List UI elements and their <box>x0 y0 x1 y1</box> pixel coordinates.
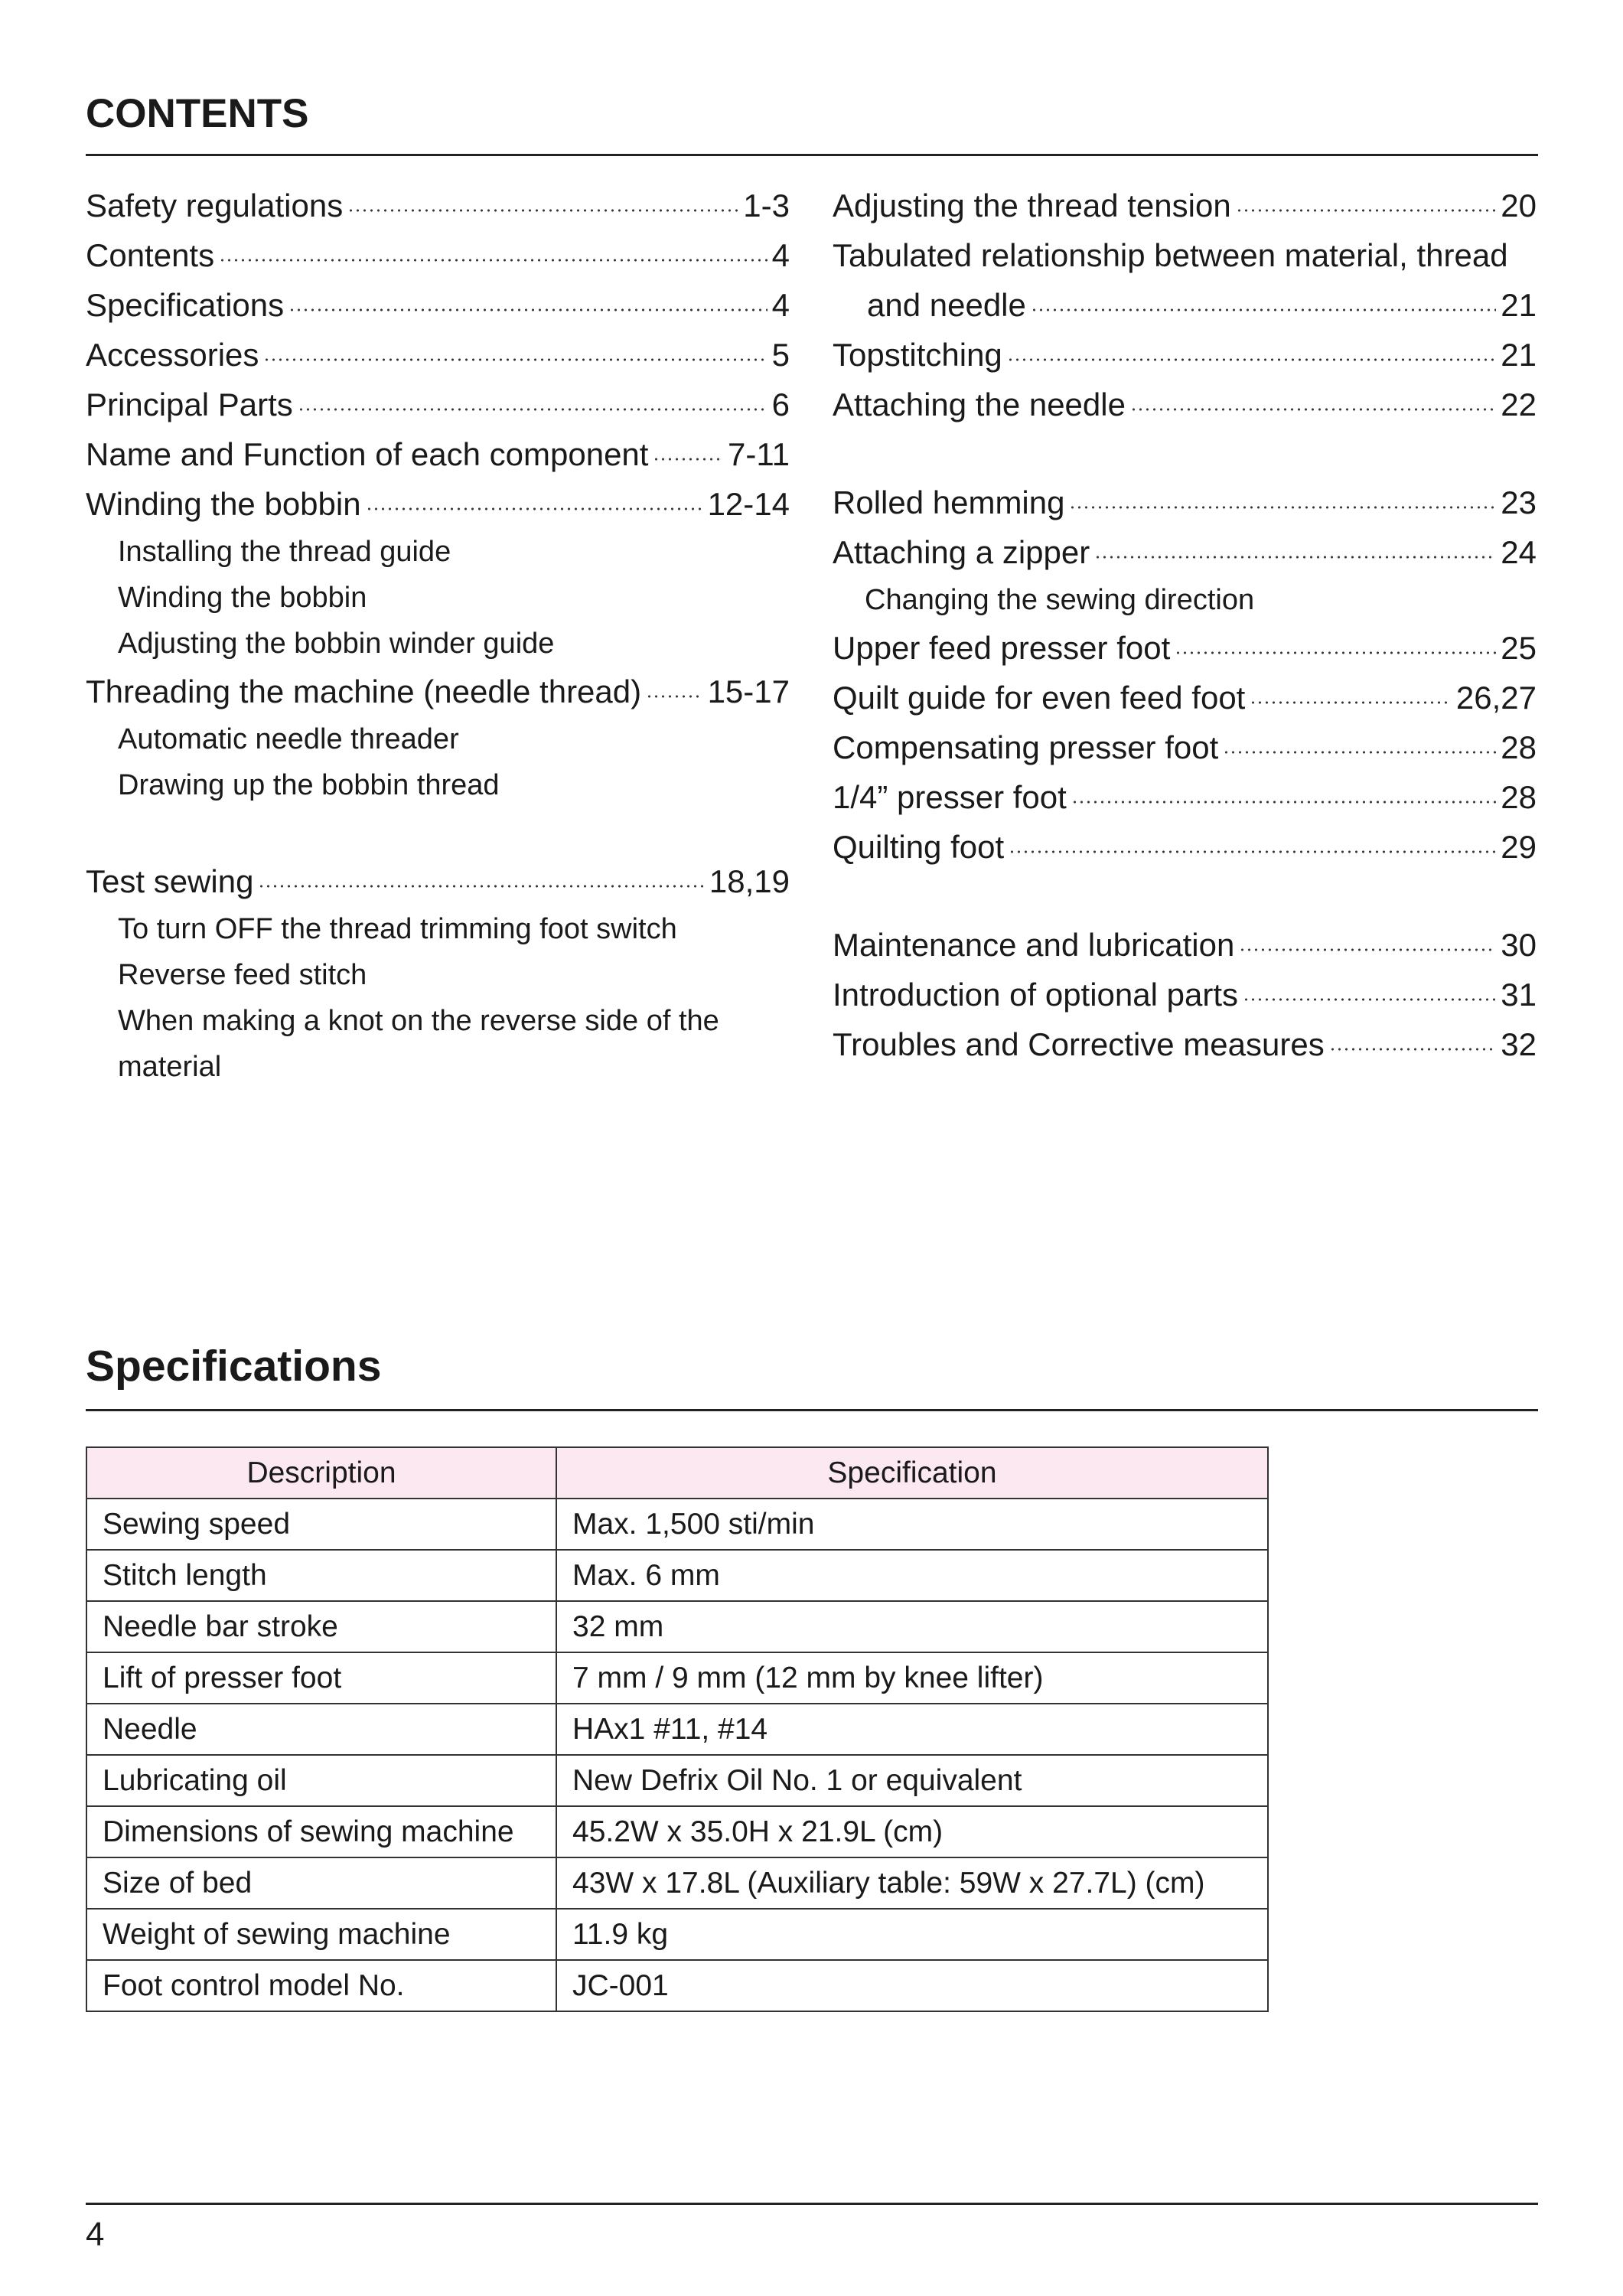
specifications-divider <box>86 1409 1538 1411</box>
toc-leader-dots <box>1009 850 1496 853</box>
toc-entry-label: Attaching a zipper <box>833 534 1090 570</box>
spec-description-cell: Sewing speed <box>86 1499 556 1550</box>
spec-value-cell: Max. 6 mm <box>556 1550 1268 1601</box>
toc-entry-label: Winding the bobbin <box>86 486 361 522</box>
toc-entry[interactable] <box>86 280 790 330</box>
spec-description-cell: Foot control model No. <box>86 1960 556 2011</box>
toc-leader-dots <box>1094 556 1496 559</box>
toc-leader-dots <box>288 308 768 311</box>
toc-entry-label: Attaching the needle <box>833 386 1126 422</box>
toc-entry[interactable] <box>833 478 1537 527</box>
spec-value-cell: 43W x 17.8L (Auxiliary table: 59W x 27.7L) (cm) <box>556 1857 1268 1909</box>
table-header-row <box>86 1447 1268 1499</box>
toc-entry-label: Troubles and Corrective measures <box>833 1026 1325 1062</box>
spec-description-cell: Stitch length <box>86 1550 556 1601</box>
toc-entry-label: Name and Function of each component <box>86 436 649 472</box>
toc-leader-dots <box>1236 209 1497 212</box>
spec-description-cell: Lift of presser foot <box>86 1652 556 1704</box>
spec-description-cell: Needle <box>86 1704 556 1755</box>
toc-entry[interactable] <box>86 230 790 280</box>
spec-value-cell: 7 mm / 9 mm (12 mm by knee lifter) <box>556 1652 1268 1704</box>
toc-leader-dots <box>646 695 702 698</box>
toc-leader-dots <box>1329 1048 1497 1051</box>
toc-leader-dots <box>1130 408 1496 411</box>
toc-subentry[interactable]: Winding the bobbin <box>118 582 367 614</box>
toc-subentry[interactable]: material <box>118 1051 222 1083</box>
toc-entry[interactable] <box>833 673 1537 722</box>
toc-entry-page: 4 <box>771 237 790 273</box>
spec-value-cell: HAx1 #11, #14 <box>556 1704 1268 1755</box>
spec-value-cell: 32 mm <box>556 1601 1268 1652</box>
table-row <box>86 1550 1268 1601</box>
toc-entry[interactable] <box>833 380 1537 429</box>
toc-entry-label: Safety regulations <box>86 188 344 223</box>
toc-leader-dots <box>1069 506 1496 509</box>
table-row <box>86 1806 1268 1857</box>
toc-entry-page: 5 <box>771 337 790 373</box>
toc-entry-page: 28 <box>1501 729 1537 765</box>
toc-entry-page: 20 <box>1501 188 1537 223</box>
toc-leader-dots <box>1175 651 1496 654</box>
toc-entry-page: 29 <box>1501 829 1537 865</box>
toc-entry-page: 21 <box>1501 287 1537 323</box>
toc-subentry[interactable]: When making a knot on the reverse side of the <box>118 1005 719 1037</box>
toc-entry-page: 18,19 <box>709 863 790 899</box>
contents-title: CONTENTS <box>86 91 309 136</box>
spec-value-cell: Max. 1,500 sti/min <box>556 1499 1268 1550</box>
table-row <box>86 1960 1268 2011</box>
toc-entry[interactable] <box>833 1019 1537 1069</box>
toc-entry-page: 21 <box>1501 337 1537 373</box>
toc-entry[interactable] <box>833 623 1537 673</box>
toc-entry-label: Topstitching <box>833 337 1002 373</box>
toc-entry-page: 31 <box>1501 977 1537 1013</box>
table-row <box>86 1499 1268 1550</box>
toc-leader-dots <box>347 209 738 212</box>
toc-leader-dots <box>1239 948 1496 951</box>
toc-entry-label: Rolled hemming <box>833 484 1065 520</box>
toc-entry-label: Tabulated relationship between material, thread <box>833 237 1508 273</box>
toc-right-column <box>833 181 1537 1069</box>
toc-entry[interactable] <box>833 772 1537 822</box>
toc-entry[interactable] <box>833 527 1537 577</box>
page-number: 4 <box>86 2216 105 2253</box>
column-header-specification: Specification <box>556 1447 1268 1499</box>
table-row <box>86 1857 1268 1909</box>
toc-entry-page: 12-14 <box>707 486 790 522</box>
toc-leader-dots <box>258 885 704 888</box>
toc-leader-dots <box>263 358 767 361</box>
toc-entry-page: 7-11 <box>728 436 790 472</box>
toc-subentry[interactable]: Automatic needle threader <box>118 723 459 755</box>
spec-value-cell: JC-001 <box>556 1960 1268 2011</box>
toc-leader-dots <box>298 408 768 411</box>
toc-entry-label: Contents <box>86 237 215 273</box>
toc-entry-label: 1/4” presser foot <box>833 779 1067 815</box>
toc-entry[interactable] <box>833 330 1537 380</box>
toc-entry-page: 26,27 <box>1455 680 1537 716</box>
toc-spacer <box>833 872 1537 920</box>
footer-divider <box>86 2203 1538 2205</box>
specifications-title: Specifications <box>86 1342 382 1391</box>
toc-entry[interactable] <box>86 429 790 479</box>
toc-entry-label: Quilting foot <box>833 829 1005 865</box>
toc-entry-page: 1-3 <box>743 188 790 223</box>
table-row <box>86 1704 1268 1755</box>
spec-value-cell: 11.9 kg <box>556 1909 1268 1960</box>
toc-entry-page: 24 <box>1501 534 1537 570</box>
toc-leader-dots <box>219 259 768 262</box>
toc-entry-page: 25 <box>1501 630 1537 666</box>
toc-subentry[interactable]: Changing the sewing direction <box>865 584 1255 616</box>
specifications-table <box>86 1446 1269 2012</box>
toc-entry-page: 15-17 <box>707 673 790 709</box>
toc-subentry[interactable]: Adjusting the bobbin winder guide <box>118 628 555 660</box>
toc-entry-label: Accessories <box>86 337 259 373</box>
spec-description-cell: Weight of sewing machine <box>86 1909 556 1960</box>
table-row <box>86 1755 1268 1806</box>
toc-entry-page: 6 <box>771 386 790 422</box>
toc-subentry[interactable]: Installing the thread guide <box>118 536 451 568</box>
spec-value-cell: 45.2W x 35.0H x 21.9L (cm) <box>556 1806 1268 1857</box>
table-row <box>86 1601 1268 1652</box>
toc-spacer <box>86 808 790 856</box>
toc-subentry[interactable]: Drawing up the bobbin thread <box>118 769 500 801</box>
toc-leader-dots <box>1243 998 1496 1001</box>
spec-description-cell: Dimensions of sewing machine <box>86 1806 556 1857</box>
toc-leader-dots <box>1250 701 1452 704</box>
toc-leader-dots <box>1223 751 1496 754</box>
spec-value-cell: New Defrix Oil No. 1 or equivalent <box>556 1755 1268 1806</box>
toc-entry-page: 32 <box>1501 1026 1537 1062</box>
toc-entry-page: 30 <box>1501 927 1537 963</box>
toc-leader-dots <box>366 507 703 510</box>
toc-entry-label: Threading the machine (needle thread) <box>86 673 642 709</box>
toc-entry-label: Compensating presser foot <box>833 729 1219 765</box>
toc-entry-label: Adjusting the thread tension <box>833 188 1231 223</box>
toc-entry[interactable] <box>86 330 790 380</box>
toc-entry-label: Test sewing <box>86 863 254 899</box>
toc-leader-dots <box>1031 308 1496 311</box>
table-row <box>86 1652 1268 1704</box>
toc-entry-page: 28 <box>1501 779 1537 815</box>
toc-entry[interactable] <box>833 920 1537 970</box>
spec-description-cell: Lubricating oil <box>86 1755 556 1806</box>
toc-entry-label: Introduction of optional parts <box>833 977 1239 1013</box>
toc-entry[interactable] <box>833 181 1537 230</box>
spec-description-cell: Needle bar stroke <box>86 1601 556 1652</box>
toc-entry-label: Specifications <box>86 287 285 323</box>
toc-entry-page: 4 <box>771 287 790 323</box>
toc-entry[interactable] <box>833 280 1537 330</box>
toc-entry[interactable] <box>833 230 1537 280</box>
toc-subentry[interactable]: To turn OFF the thread trimming foot switch <box>118 913 677 945</box>
toc-left-column <box>86 181 790 1090</box>
toc-entry-page: 22 <box>1501 386 1537 422</box>
toc-entry[interactable] <box>833 722 1537 772</box>
toc-entry-label: Principal Parts <box>86 386 293 422</box>
toc-subentry[interactable]: Reverse feed stitch <box>118 959 367 991</box>
column-header-description: Description <box>86 1447 556 1499</box>
toc-entry[interactable] <box>86 181 790 230</box>
toc-entry[interactable] <box>833 970 1537 1019</box>
contents-divider <box>86 154 1538 156</box>
toc-entry[interactable] <box>86 856 790 906</box>
toc-entry-label: Maintenance and lubrication <box>833 927 1235 963</box>
toc-entry[interactable] <box>86 479 790 529</box>
toc-entry-label: Upper feed presser foot <box>833 630 1171 666</box>
toc-entry-page: 23 <box>1501 484 1537 520</box>
toc-leader-dots <box>1071 801 1496 804</box>
toc-leader-dots <box>1007 358 1496 361</box>
toc-entry[interactable] <box>833 822 1537 872</box>
toc-entry-label: Quilt guide for even feed foot <box>833 680 1246 716</box>
toc-leader-dots <box>653 458 723 461</box>
toc-entry-label: and needle <box>867 287 1026 323</box>
spec-description-cell: Size of bed <box>86 1857 556 1909</box>
toc-entry[interactable] <box>86 667 790 716</box>
toc-entry[interactable] <box>86 380 790 429</box>
table-row <box>86 1909 1268 1960</box>
toc-spacer <box>833 429 1537 478</box>
